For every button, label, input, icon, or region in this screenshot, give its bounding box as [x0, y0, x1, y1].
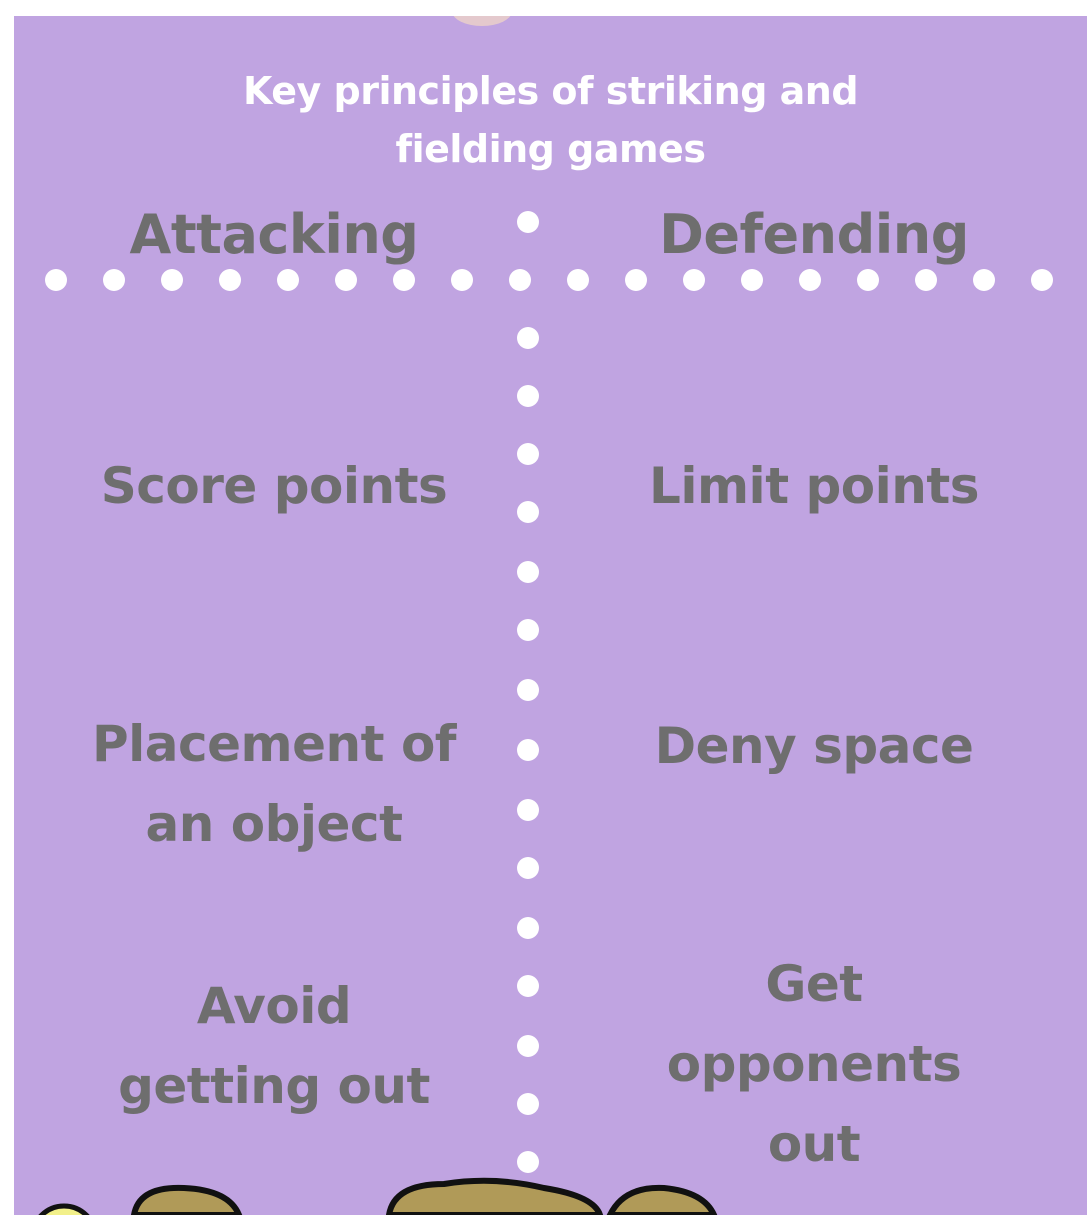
cell-line: Deny space: [654, 717, 974, 775]
cell-line: opponents: [666, 1035, 962, 1093]
cartoon-figure-icon: [134, 1181, 714, 1215]
title-line-2: fielding games: [395, 127, 706, 171]
cell-line: Get: [765, 955, 863, 1013]
cell-line: out: [767, 1115, 861, 1173]
ball-icon: [32, 1206, 96, 1215]
bottom-cartoon-art: [14, 16, 1087, 1215]
cell-line: Limit points: [648, 457, 980, 515]
title-line-1: Key principles of striking and: [242, 69, 859, 113]
principles-poster: [14, 16, 1087, 1215]
cell-line: an object: [145, 795, 403, 853]
defending-header: Defending: [659, 203, 969, 266]
cell-line: Placement of: [91, 715, 457, 773]
cell-line: Score points: [100, 457, 448, 515]
cell-line: Avoid: [196, 977, 352, 1035]
cell-line: getting out: [118, 1057, 430, 1115]
attacking-header: Attacking: [129, 203, 419, 266]
